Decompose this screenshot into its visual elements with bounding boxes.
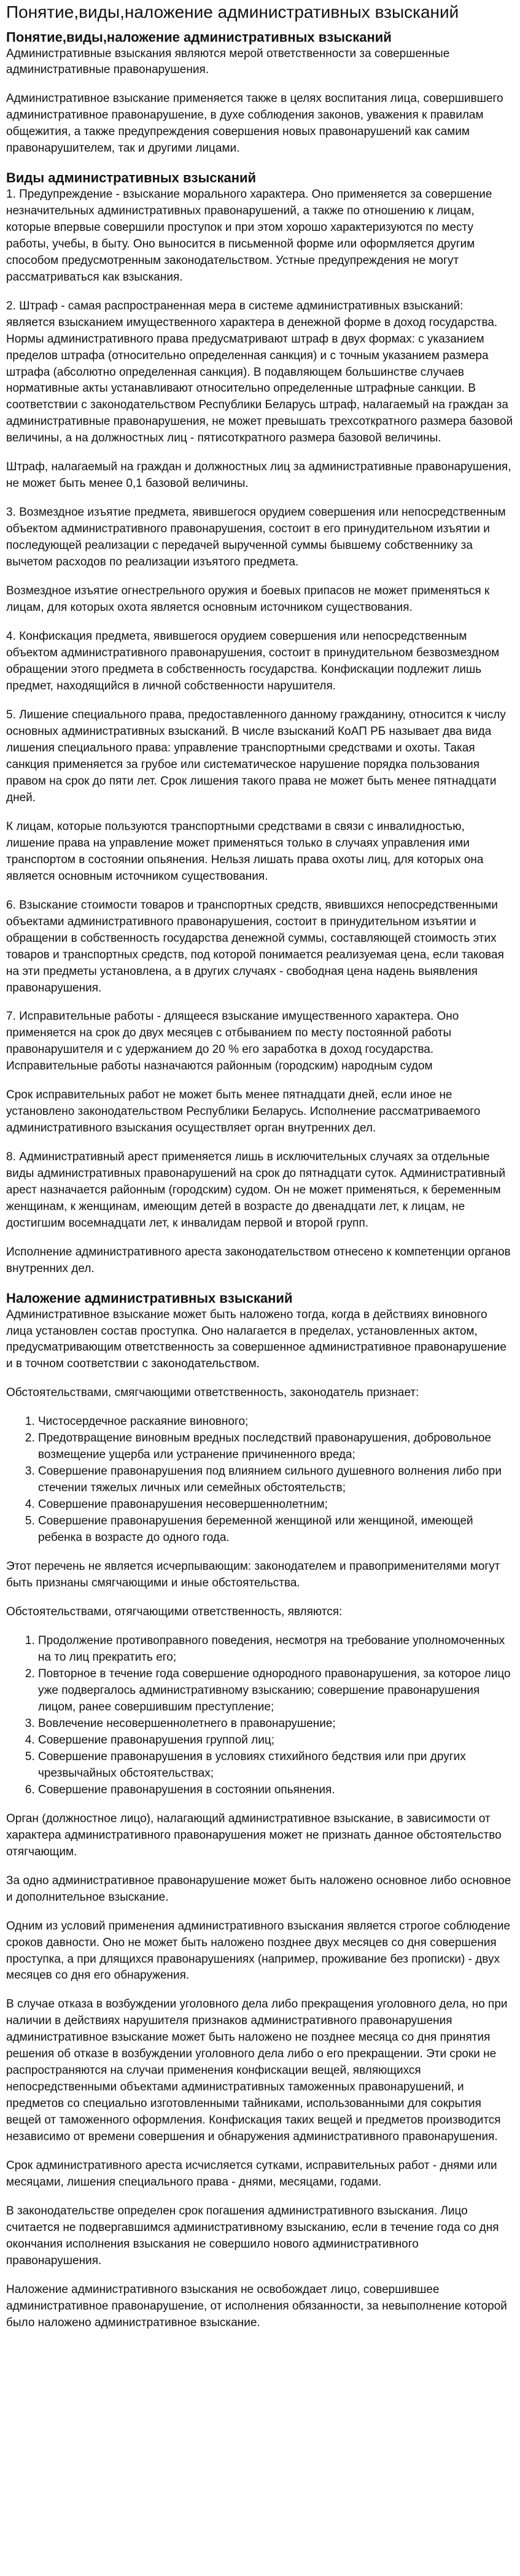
paragraph: Одним из условий применения административного взыскания является строгое соблюдение сроков давности. Оно не может быть наложено позднее двух месяцев со дня совершения проступка, а при длящихся правонарушениях (например, проживание без прописки) - двух месяцев со дня его обнаружения. (6, 1919, 511, 1982)
paragraph: 6. Взыскание стоимости товаров и транспортных средств, явившихся непосредственными объектами административного правонарушения, состоит в принудительном изъятии и обращении в собственность государства денежной суммы, составляющей стоимость этих товаров и транспортных средств, под которой понимается реализуемая цена, если таковая на эти предметы установлена, а в других случаях - свободная цена надень выявления правонарушения. (6, 898, 504, 995)
paragraph: 3. Возмездное изъятие предмета, явившегося орудием совершения или непосредственным объектом административного правонарушения, состоит в его принудительном изъятии и последующей реализации с передачей вырученной суммы бывшему собственнику за вычетом расходов по реализации изъятого предмета. (6, 506, 506, 569)
paragraph: В законодательстве определен срок погашения административного взыскания. Лицо считается не подвергавшимся административному взысканию, если в течение года со дня окончания исполнения взыскания не совершило нового административного правонарушения. (6, 2205, 499, 2267)
paragraph: 5. Лишение специального права, предоставленного данному гражданину, относится к числу основных административных взысканий. В числе взысканий КоАП РБ называет два вида лишения специального права: управление транспортными средствами и охоты. Такая санкция применяется за грубое или систематическое нарушение порядка пользования правом на срок до пяти лет. Срок лишения такого права не может быть менее пятнадцати дней. (6, 708, 506, 804)
paragraph: Обстоятельствами, смягчающими ответственность, законодатель признает: (6, 1386, 419, 1400)
paragraph: Возмездное изъятие огнестрельного оружия и боевых припасов не может применяться к лицам, для которых охота является основным источником существования. (6, 584, 490, 615)
list-item: 4. Совершение правонарушения группой лиц; (38, 1732, 514, 1749)
paragraph: 4. Конфискация предмета, явившегося орудием совершения или непосредственным объектом административного правонарушения, состоит в принудительном безвозмездном обращении этого предмета в собственность государства. Конфискации подлежит лишь предмет, находящийся в личной собственности нарушителя. (6, 630, 500, 692)
list-item: 2. Предотвращение виновным вредных последствий правонарушения, добровольное возмещение ущерба или устранение причиненного вреда; (38, 1430, 514, 1464)
page-title: Понятие,виды,наложение административных взысканий (6, 2, 459, 21)
intro-heading: Понятие,виды,наложение административных взысканий (6, 29, 392, 45)
paragraph: Этот перечень не является исчерпывающим: законодателем и правоприменителями могут быть признаны смягчающими и иные обстоятельства. (6, 1560, 500, 1590)
list-item: 3. Вовлечение несовершеннолетнего в правонарушение; (38, 1716, 514, 1732)
paragraph: За одно административное правонарушение может быть наложено основное либо основное и дополнительное взыскание. (6, 1874, 511, 1904)
imposition-heading: Наложение административных взысканий (6, 1290, 293, 1306)
paragraph: Срок административного ареста исчисляется сутками, исправительных работ - днями или месяцами, лишения специального права - днями, месяцами, годами. (6, 2159, 497, 2189)
paragraph: Штраф, налагаемый на граждан и должностных лиц за административные правонарушения, не может быть менее 0,1 базовой величины. (6, 460, 511, 491)
list-item: 4. Совершение правонарушения несовершеннолетним; (38, 1497, 514, 1513)
paragraph: К лицам, которые пользуются транспортными средствами в связи с инвалидностью, лишение права на управление может применяться только в случаях управления ими транспортом в состоянии опьянения. Нельзя лишать права охоты лиц, для которых она является основным источником существования. (6, 820, 484, 883)
types-heading: Виды административных взысканий (6, 170, 257, 186)
paragraph: Срок исправительных работ не может быть менее пятнадцати дней, если иное не установлено законодательством Республики Беларусь. Исполнение рассматриваемого административного взыскания осуществляет орган внутренних дел. (6, 1088, 481, 1135)
list-item: 3. Совершение правонарушения под влиянием сильного душевного волнения либо при стечении тяжелых личных или семейных обстоятельств; (38, 1464, 514, 1497)
paragraph: Исполнение административного ареста законодательством отнесено к компетенции органов внутренних дел. (6, 1246, 511, 1276)
paragraph: В случае отказа в возбуждении уголовного дела либо прекращения уголовного дела, но при наличии в действиях нарушителя признаков административного правонарушения административное взыскание может быть наложено не позднее месяца со дня принятия решения об отказе в возбуждении уголовного дела либо о его прекращении. Эти сроки не распространяются на случаи применения конфискации вещей, являющихся непосредственными объектами административных таможенных правонарушений, и предметов со специально изготовленными тайниками, использованными для сокрытия вещей от таможенного оформления. Конфискация таких вещей и предметов производится независимо от времени совершения и обнаружения административного правонарушения. (6, 1998, 508, 2144)
paragraph: 7. Исправительные работы - длящееся взыскание имущественного характера. Оно применяется на срок до двух месяцев с отбыванием по месту постоянной работы правонарушителя и с удержанием до 20 % его заработка в доход государства. Исправительные работы назначаются районным (городским) народным судом (6, 1010, 459, 1073)
mitigating-list (6, 1414, 514, 1546)
list-item: 5. Совершение правонарушения в условиях стихийного бедствия или при других чрезвычайных обстоятельствах; (38, 1749, 514, 1782)
paragraph: Административное взыскание применяется также в целях воспитания лица, совершившего административное правонарушение, в духе соблюдения законов, уважения к правилам общежития, а также предупреждения совершения новых правонарушений как самим правонарушителем, так и другими лицами. (6, 92, 503, 155)
list-item: 5. Совершение правонарушения беременной женщиной или женщиной, имеющей ребенка в возрасте до одного года. (38, 1513, 514, 1546)
paragraph: Наложение административного взыскания не освобождает лицо, совершившее административное правонарушение, от исполнения обязанности, за невыполнение которой было наложено административное взыскание. (6, 2283, 507, 2329)
paragraph: Орган (должностное лицо), налагающий административное взыскание, в зависимости от характера административного правонарушения может не признать данное обстоятельство отягчающим. (6, 1812, 502, 1858)
list-item: 1. Продолжение противоправного поведения, несмотря на требование уполномоченных на то лиц прекратить его; (38, 1633, 514, 1666)
paragraph: 8. Административный арест применяется лишь в исключительных случаях за отдельные виды административных правонарушений на срок до пятнадцати суток. Административный арест назначается районным (городским) судом. Он не может применяться, к беременным женщинам, к женщинам, имеющим детей в возрасте до двенадцати лет, к лицам, не достигшим восемнадцати лет, к инвалидам первой и второй групп. (6, 1150, 506, 1230)
paragraph: Обстоятельствами, отягчающими ответственность, являются: (6, 1605, 343, 1619)
list-item: 1. Чистосердечное раскаяние виновного; (38, 1414, 514, 1430)
paragraph: Административные взыскания являются мерой ответственности за совершенные административные правонарушения. (6, 47, 450, 77)
paragraph: 1. Предупреждение - взыскание морального характера. Оно применяется за совершение незначительных административных правонарушений, а также по отношению к лицам, которые впервые совершили проступок и при этом хорошо характеризуются по месту работы, учебы, в быту. Оно выносится в письменной форме или оформляется другим способом предусмотренным законодательством. Устные предупреждения не могут рассматриваться как взыскания. (6, 187, 492, 284)
paragraph: Административное взыскание может быть наложено тогда, когда в действиях виновного лица установлен состав проступка. Оно налагается в пределах, установленных актом, предусматривающим ответственность за совершенное административное правонарушение и в точном соответствии с законодательством. (6, 1308, 506, 1371)
paragraph: 2. Штраф - самая распространенная мера в системе административных взысканий: является взысканием имущественного характера в денежной форме в доход государства. Нормы административного права предусматривают штраф в двух формах: с указанием пределов штрафа (относительно определенная санкция) и с точным указанием размера штрафа (абсолютно определенная санкция). В подавляющем большинстве случаев нормативные акты устанавливают относительно определенные штрафные санкции. В соответствии с законодательством Республики Беларусь штраф, налагаемый на граждан за административные правонарушения, не может превышать трехсоткратного размера базовой величины, а на должностных лиц - пятисоткратного размера базовой величины. (6, 299, 513, 445)
list-item: 6. Совершение правонарушения в состоянии опьянения. (38, 1782, 514, 1799)
list-item: 2. Повторное в течение года совершение однородного правонарушения, за которое лицо уже подвергалось административному взысканию; совершение правонарушения лицом, ранее совершившим преступление; (38, 1666, 514, 1716)
aggravating-list (6, 1633, 514, 1799)
